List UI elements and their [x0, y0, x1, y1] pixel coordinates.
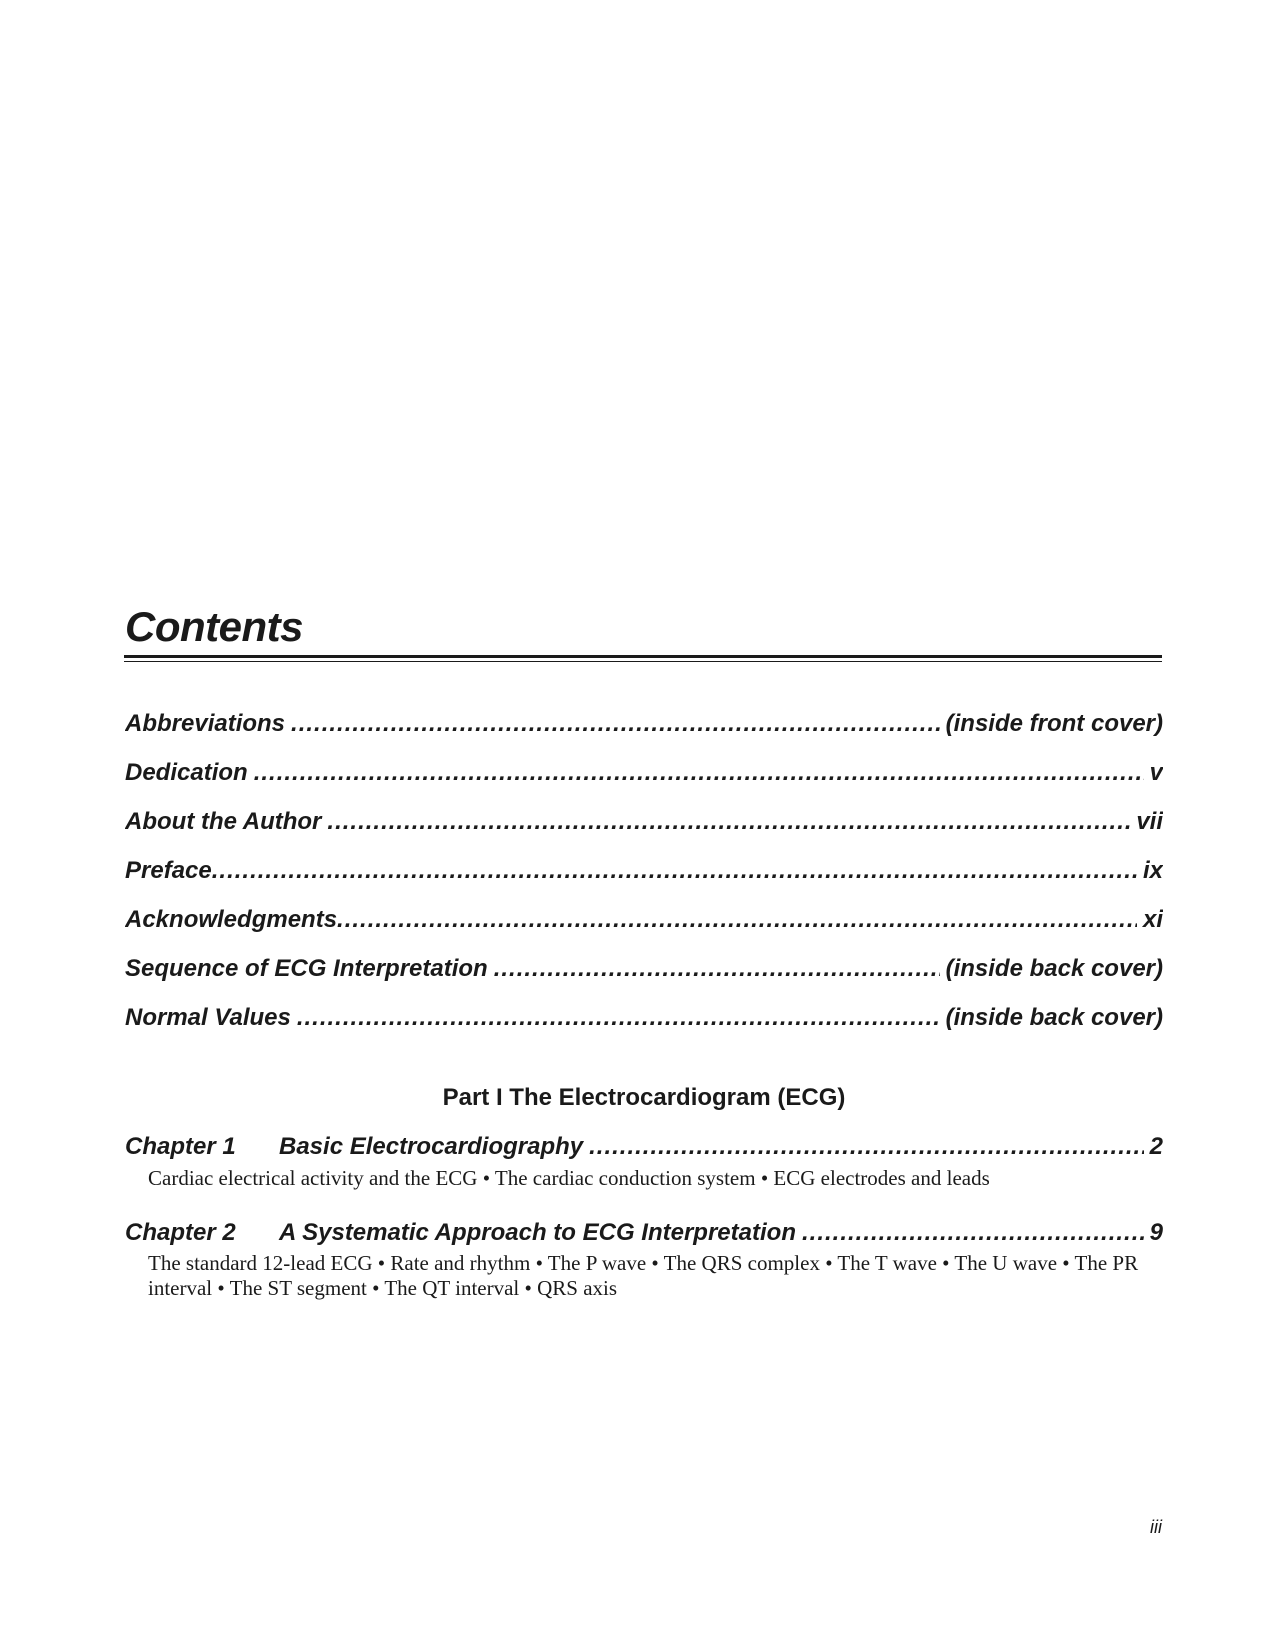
- chapter-page: 2: [1149, 1133, 1163, 1160]
- toc-chapter-2[interactable]: [125, 1218, 1163, 1248]
- toc-entry-about-the-author[interactable]: [125, 807, 1163, 837]
- toc-entry-sequence-of-ecg-interpretation[interactable]: [125, 954, 1163, 984]
- chapter-title: Basic Electrocardiography: [279, 1133, 584, 1160]
- chapter-number: Chapter 2: [125, 1219, 236, 1246]
- dot-leader: [589, 1132, 1144, 1162]
- title-rule-thin: [124, 661, 1162, 662]
- dot-leader: [494, 954, 940, 984]
- toc-entry-page: vii: [1136, 808, 1163, 835]
- chapter-topics: The standard 12-lead ECG • Rate and rhythm • The P wave • The QRS complex • The T wave • The U wave • The PR interval • The ST segment • The QT interval • QRS axis: [148, 1251, 1139, 1300]
- toc-entry-label: Abbreviations: [125, 710, 286, 737]
- toc-entry-page: (inside back cover): [945, 955, 1163, 982]
- dot-leader: [297, 1003, 940, 1033]
- toc-entry-page: (inside front cover): [945, 710, 1163, 737]
- dot-leader: [254, 758, 1144, 788]
- toc-entry-label: Preface: [125, 857, 212, 884]
- chapter-topics: Cardiac electrical activity and the ECG • The cardiac conduction system • ECG electrodes and leads: [148, 1166, 990, 1190]
- toc-chapter-1[interactable]: [125, 1132, 1163, 1162]
- toc-entry-acknowledgments[interactable]: [125, 905, 1163, 935]
- toc-entry-page: v: [1149, 759, 1163, 786]
- dot-leader: [337, 905, 1137, 935]
- title-rule-thick: [124, 655, 1162, 658]
- toc-entry-label: Acknowledgments: [125, 906, 338, 933]
- chapter-page: 9: [1149, 1219, 1163, 1246]
- page-title: Contents: [125, 603, 303, 650]
- toc-entry-preface[interactable]: [125, 856, 1163, 886]
- toc-entry-normal-values[interactable]: [125, 1003, 1163, 1033]
- toc-entry-page: (inside back cover): [945, 1004, 1163, 1031]
- part-heading: Part I The Electrocardiogram (ECG): [442, 1084, 846, 1111]
- toc-entry-label: Dedication: [125, 759, 248, 786]
- toc-entry-label: About the Author: [125, 808, 322, 835]
- toc-entry-page: xi: [1142, 906, 1163, 933]
- chapter-number: Chapter 1: [125, 1133, 236, 1160]
- page-number: iii: [1150, 1517, 1162, 1537]
- toc-entry-abbreviations[interactable]: [125, 709, 1163, 739]
- toc-entry-label: Normal Values: [125, 1004, 291, 1031]
- dot-leader: [212, 856, 1137, 886]
- dot-leader: [327, 807, 1130, 837]
- toc-entry-page: ix: [1142, 857, 1163, 884]
- chapter-title: A Systematic Approach to ECG Interpretation: [279, 1219, 796, 1246]
- dot-leader: [291, 709, 940, 739]
- dot-leader: [802, 1218, 1144, 1248]
- toc-entry-label: Sequence of ECG Interpretation: [125, 955, 488, 982]
- toc-entry-dedication[interactable]: [125, 758, 1163, 788]
